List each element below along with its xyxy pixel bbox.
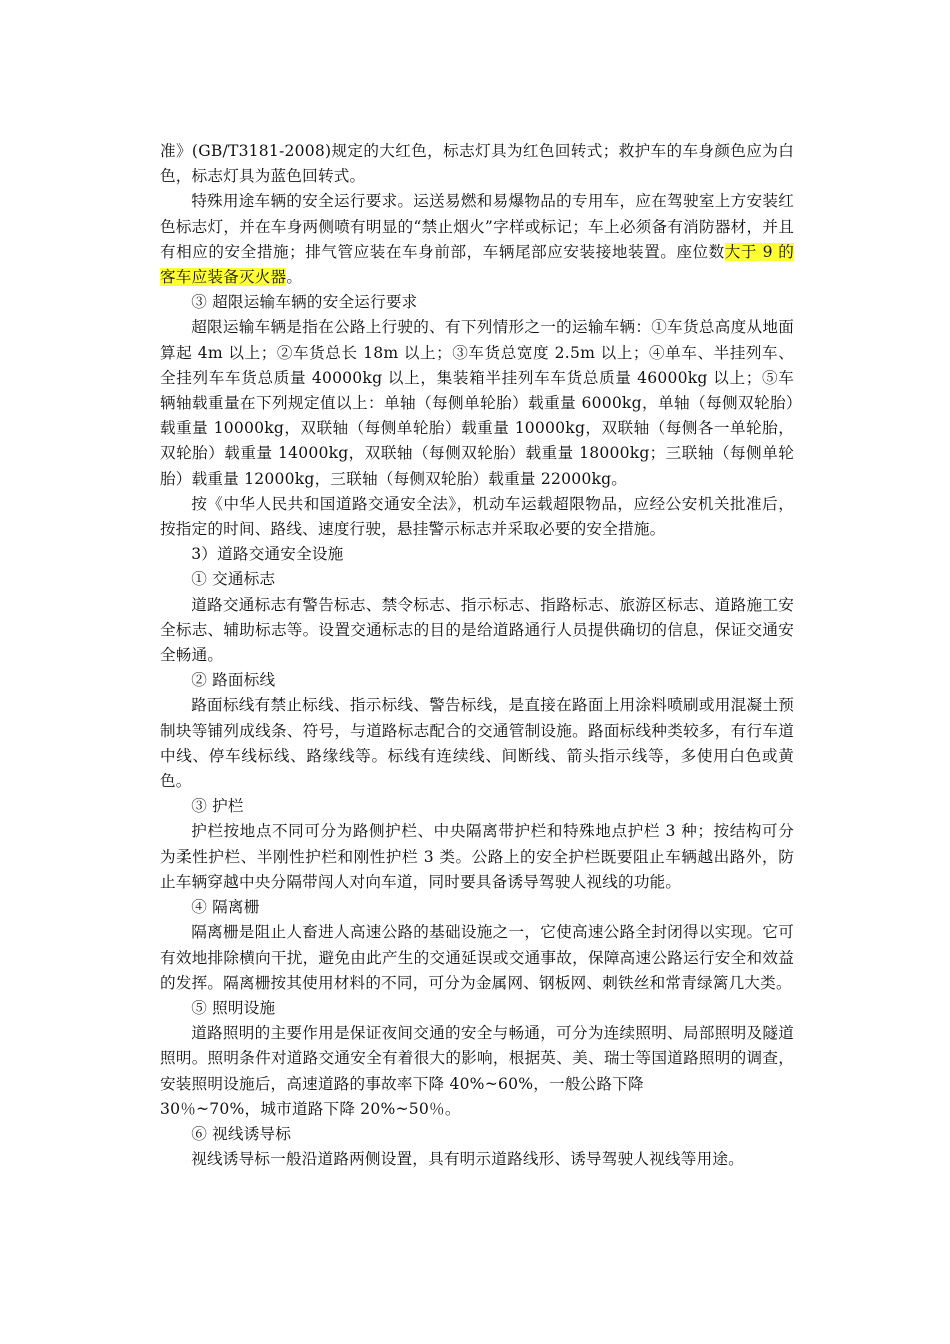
- paragraph-special-vehicles: 特殊用途车辆的安全运行要求。运送易燃和易爆物品的专用车，应在驾驶室上方安装红色标志灯，并在车身两侧喷有明显的“禁止烟火”字样或标记；车上必须备有消防器材，并且有相应的安全措施；排气管应装在车身前部，车辆尾部应安装接地装置。座位数大于 9 的客车应装备灭火器。: [160, 192, 794, 287]
- heading-isolation-fence: ④ 隔离栅: [191, 898, 260, 917]
- heading-traffic-signs: ① 交通标志: [191, 570, 276, 589]
- highlighted-text: 大于 9 的客车应装备灭火器: [160, 242, 794, 287]
- paragraph-traffic-signs: 道路交通标志有警告标志、禁令标志、指示标志、指路标志、旅游区标志、道路施工安全标志、辅助标志等。设置交通标志的目的是给道路通行人员提供确切的信息，保证交通安全畅通。: [160, 595, 794, 665]
- paragraph-lighting-continued: 30％~70%，城市道路下降 20%~50％。: [160, 1099, 461, 1118]
- paragraph-isolation-fence: 隔离栅是阻止人畜进人高速公路的基础设施之一，它使高速公路全封闭得以实现。它可有效地排除横向干扰，避免由此产生的交通延误或交通事故，保障高速公路运行安全和效益的发挥。隔离栅按其使用材料的不同，可分为金属网、钢板网、刺铁丝和常青绿篱几大类。: [160, 923, 794, 992]
- paragraph-oversize-definition: 超限运输车辆是指在公路上行驶的、有下列情形之一的运输车辆：①车货总高度从地面算起 4m 以上；②车货总长 18m 以上；③车货总宽度 2.5m 以上；④单车、半挂列车、全挂列车车货总质量 40000kg 以上，集装箱半挂列车车货总质量 46000kg 以上；⑤车辆轴载重量在下列规定值以上：单轴（每侧单轮胎）载重量 6000kg，单轴（每侧双轮胎）载重量 10000kg，双联轴（每侧单轮胎）载重量 10000kg，双联轴（每侧各一单轮胎，双轮胎）载重量 14000kg，双联轴（每侧双轮胎）载重量 18000kg；三联轴（每侧单轮胎）载重量 12000kg，三联轴（每侧双轮胎）载重量 22000kg。: [160, 318, 794, 488]
- heading-guardrails: ③ 护栏: [191, 797, 244, 816]
- document-page: [160, 139, 794, 1172]
- paragraph-delineators: 视线诱导标一般沿道路两侧设置，具有明示道路线形、诱导驾驶人视线等用途。: [191, 1150, 744, 1169]
- paragraph-lighting: 道路照明的主要作用是保证夜间交通的安全与畅通，可分为连续照明、局部照明及隧道照明。照明条件对道路交通安全有着很大的影响，根据英、美、瑞士等国道路照明的调查，安装照明设施后，高速道路的事故率下降 40%~60%，一般公路下降: [160, 1024, 794, 1093]
- heading-road-markings: ② 路面标线: [191, 671, 276, 690]
- heading-road-safety-facilities: 3）道路交通安全设施: [191, 545, 344, 564]
- heading-oversize-vehicles: ③ 超限运输车辆的安全运行要求: [191, 293, 418, 312]
- paragraph-guardrails: 护栏按地点不同可分为路侧护栏、中央隔离带护栏和特殊地点护栏 3 种；按结构可分为柔性护栏、半刚性护栏和刚性护栏 3 类。公路上的安全护栏既要阻止车辆越出路外，防止车辆穿越中央分隔带闯人对向车道，同时要具备诱导驾驶人视线的功能。: [160, 822, 794, 891]
- heading-delineators: ⑥ 视线诱导标: [191, 1124, 292, 1143]
- paragraph-traffic-safety-law: 按《中华人民共和国道路交通安全法》，机动车运载超限物品，应经公安机关批准后，按指定的时间、路线、速度行驶，悬挂警示标志并采取必要的安全措施。: [160, 494, 794, 539]
- paragraph-road-markings: 路面标线有禁止标线、指示标线、警告标线，是直接在路面上用涂料喷刷或用混凝土预制块等铺列成线条、符号，与道路标志配合的交通管制设施。路面标线种类较多，有行车道中线、停车线标线、路缘线等。标线有连续线、间断线、箭头指示线等，多使用白色或黄色。: [160, 696, 794, 791]
- paragraph-gb-standard-colors: 准》(GB/T3181-2008)规定的大红色，标志灯具为红色回转式；救护车的车身颜色应为白色，标志灯具为蓝色回转式。: [160, 142, 794, 186]
- heading-lighting: ⑤ 照明设施: [191, 998, 276, 1017]
